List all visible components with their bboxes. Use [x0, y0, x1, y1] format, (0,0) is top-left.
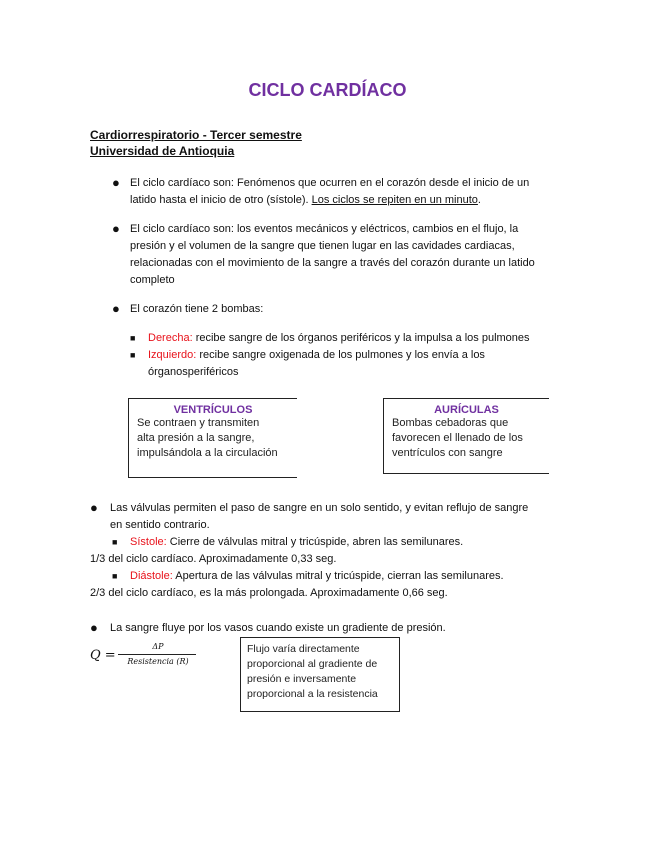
text-line: presión e inversamente — [247, 673, 357, 685]
square-bullet: ■ — [112, 571, 118, 581]
valves-paragraph — [110, 500, 580, 534]
formula-numerator: ΔP — [152, 642, 164, 651]
bullet-cycle-definition-1 — [130, 175, 570, 209]
auriculas-heading: AURÍCULAS — [434, 404, 499, 416]
fraction-bar — [118, 654, 196, 655]
ventriculos-heading: VENTRÍCULOS — [173, 404, 253, 416]
text-line: Las válvulas permiten el paso de sangre en un solo sentido, y evitan reflujo de sangre — [110, 502, 529, 514]
text-line: Bombas cebadoras que — [392, 417, 509, 429]
text-line: Flujo varía directamente — [247, 643, 360, 655]
text-line: en sentido contrario. — [110, 519, 210, 531]
auriculas-box — [383, 398, 549, 474]
text-line: favorecen el llenado de los — [392, 432, 523, 444]
ventriculos-text — [129, 416, 297, 461]
university-subtitle: Universidad de Antioquia — [90, 144, 235, 158]
bullet-cycle-definition-2 — [130, 221, 580, 289]
bullet-dot: ● — [112, 221, 120, 236]
text-line — [148, 347, 578, 364]
pump-left-text: recibe sangre oxigenada de los pulmones y los envía a los — [196, 349, 485, 361]
text-line: presión y el volumen de la sangre que tienen lugar en las cavidades cardiacas, — [130, 240, 515, 252]
bullet-dot: ● — [112, 175, 120, 190]
diastole-label: Diástole: — [130, 570, 173, 582]
bullet-two-pumps: El corazón tiene 2 bombas: — [130, 303, 264, 315]
text-line: impulsándola a la circulación — [137, 447, 278, 459]
text-line: órganosperiféricos — [148, 366, 239, 378]
text-line: completo — [130, 274, 175, 286]
bullet-dot: ● — [90, 620, 98, 635]
text-span: . — [477, 194, 481, 206]
square-bullet: ■ — [130, 333, 136, 343]
systole-line — [130, 534, 600, 551]
text-line: El ciclo cardíaco son: los eventos mecánicos y eléctricos, cambios en el flujo, la — [130, 223, 519, 235]
flow-box-text — [241, 638, 399, 706]
text-span: latido hasta el inicio de otro (sístole). — [130, 194, 312, 206]
pump-right-label: Derecha: — [148, 332, 193, 344]
text-line — [130, 192, 570, 209]
flow-line: La sangre fluye por los vasos cuando existe un gradiente de presión. — [110, 622, 446, 634]
pump-left — [148, 347, 578, 381]
diastole-line — [130, 568, 600, 585]
text-line: El ciclo cardíaco son: Fenómenos que ocurren en el corazón desde el inicio de un — [130, 177, 530, 189]
systole-text: Cierre de válvulas mitral y tricúspide, abren las semilunares. — [166, 536, 464, 548]
diastole-note: 2/3 del ciclo cardíaco, es la más prolongada. Aproximadamente 0,66 seg. — [90, 587, 448, 599]
bullet-dot: ● — [90, 500, 98, 515]
underlined-text: Los ciclos se repiten en un minuto — [311, 194, 478, 206]
formula-denominator: Resistencia (R) — [127, 657, 189, 666]
systole-label: Sístole: — [130, 536, 167, 548]
pump-left-label: Izquierdo: — [148, 349, 197, 361]
auriculas-text — [384, 416, 549, 461]
diastole-text: Apertura de las válvulas mitral y tricúspide, cierran las semilunares. — [172, 570, 504, 582]
text-line: Se contraen y transmiten — [137, 417, 260, 429]
formula-lhs: Q = — [90, 648, 116, 663]
pump-right-text: recibe sangre de los órganos periféricos y la impulsa a los pulmones — [192, 332, 530, 344]
text-line: alta presión a la sangre, — [137, 432, 255, 444]
text-line: relacionadas con el movimiento de la sangre a través del corazón durante un latido — [130, 257, 535, 269]
text-line: ventrículos con sangre — [392, 447, 503, 459]
square-bullet: ■ — [112, 537, 118, 547]
systole-note: 1/3 del ciclo cardíaco. Aproximadamente 0,33 seg. — [90, 553, 337, 565]
text-line: proporcional a la resistencia — [247, 688, 378, 700]
ventriculos-box — [128, 398, 297, 478]
square-bullet: ■ — [130, 350, 136, 360]
pump-right — [148, 330, 578, 347]
bullet-dot: ● — [112, 301, 120, 316]
course-subtitle: Cardiorrespiratorio - Tercer semestre — [90, 128, 302, 142]
flow-box — [240, 637, 400, 712]
text-line: proporcional al gradiente de — [247, 658, 378, 670]
page-title: CICLO CARDÍACO — [248, 80, 407, 100]
